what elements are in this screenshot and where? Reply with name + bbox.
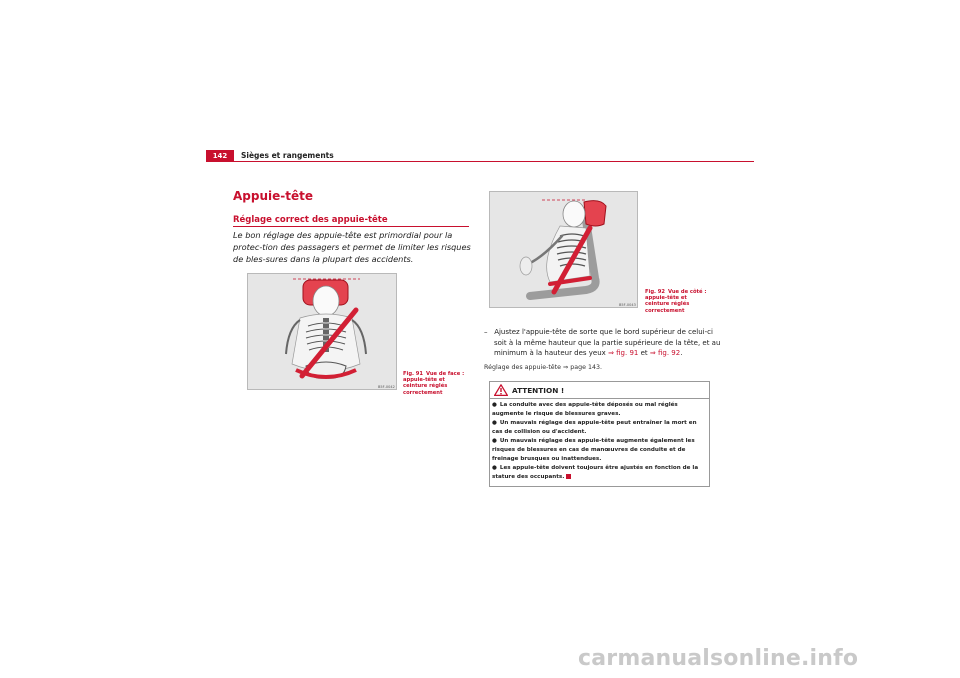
warning-item-text: Les appuie-tête doivent toujours être ajustés en fonction de la stature des occupants. — [492, 465, 699, 480]
warning-item-text: Un mauvais réglage des appuie-tête peut entraîner la mort en cas de collision ou d'accident. — [492, 420, 697, 435]
figure-92-number: Fig. 92 — [645, 289, 666, 295]
bullet-icon: ● — [492, 420, 497, 427]
bullet-icon: ● — [492, 438, 497, 445]
figure-91-number: Fig. 91 — [403, 371, 424, 377]
end-of-section-icon — [566, 474, 571, 479]
warning-list — [492, 401, 706, 482]
figure-92-caption-text: Vue de côté : appuie-tête et ceinture réglés correctement — [645, 289, 707, 314]
bullet-icon: ● — [492, 402, 497, 408]
warning-header — [490, 382, 709, 398]
figure-92-side-view — [489, 191, 638, 308]
fig-91-link[interactable]: ⇒ fig. 91 — [608, 349, 639, 357]
figure-91-code: B5F-0042 — [378, 385, 395, 389]
page-reference: Réglage des appuie-tête ⇒ page 143. — [484, 364, 603, 371]
warning-triangle-icon — [494, 384, 508, 396]
warning-item — [492, 401, 706, 418]
page-number: 142 — [206, 150, 234, 162]
side-view-illustration — [490, 192, 637, 307]
warning-item-text: La conduite avec des appuie-tête déposés ou mal réglés augmente le risque de blessures graves. — [492, 402, 678, 417]
warning-box — [489, 381, 710, 487]
warning-item — [492, 437, 706, 463]
figure-92-code: B5F-0043 — [619, 303, 636, 307]
warning-item-text: Un mauvais réglage des appuie-tête augmente également les risques de blessures en cas de manœuvres de conduite et de freinage brusques ou inattendues. — [492, 438, 695, 462]
article-subtitle: Réglage correct des appuie-tête — [233, 215, 388, 225]
figure-91-caption — [403, 371, 467, 396]
figure-91-caption-text: Vue de face : appuie-tête et ceinture réglés correctement — [403, 371, 465, 396]
instruction-dash: – — [484, 328, 488, 336]
warning-item — [492, 464, 706, 481]
intro-paragraph: Le bon réglage des appuie-tête est primordial pour la protec-tion des passagers et permet de limiter les risques de bles-sures dans la plupart des accidents. — [233, 230, 471, 264]
instruction-step — [484, 327, 726, 359]
figure-91-front-view — [247, 273, 397, 390]
warning-rule — [490, 398, 709, 399]
instruction-end: . — [680, 349, 683, 357]
front-view-illustration — [248, 274, 396, 389]
warning-title: ATTENTION ! — [512, 385, 565, 395]
instruction-conjunction: et — [640, 349, 648, 357]
fig-92-link[interactable]: ⇒ fig. 92 — [649, 349, 681, 357]
figure-92-caption — [645, 289, 709, 314]
section-title: Sièges et rangements — [241, 151, 334, 160]
instruction-text: Ajustez l'appuie-tête de sorte que le bord supérieur de celui-ci soit à la même hauteur que la partie supérieure de la tête, et au minimum à la hauteur des yeux — [494, 328, 721, 357]
bullet-icon: ● — [492, 465, 497, 472]
warning-item — [492, 419, 706, 436]
subtitle-rule — [233, 226, 469, 227]
header-rule — [206, 161, 754, 162]
article-title: Appuie-tête — [233, 189, 313, 203]
watermark: carmanualsonline.info — [578, 646, 859, 671]
